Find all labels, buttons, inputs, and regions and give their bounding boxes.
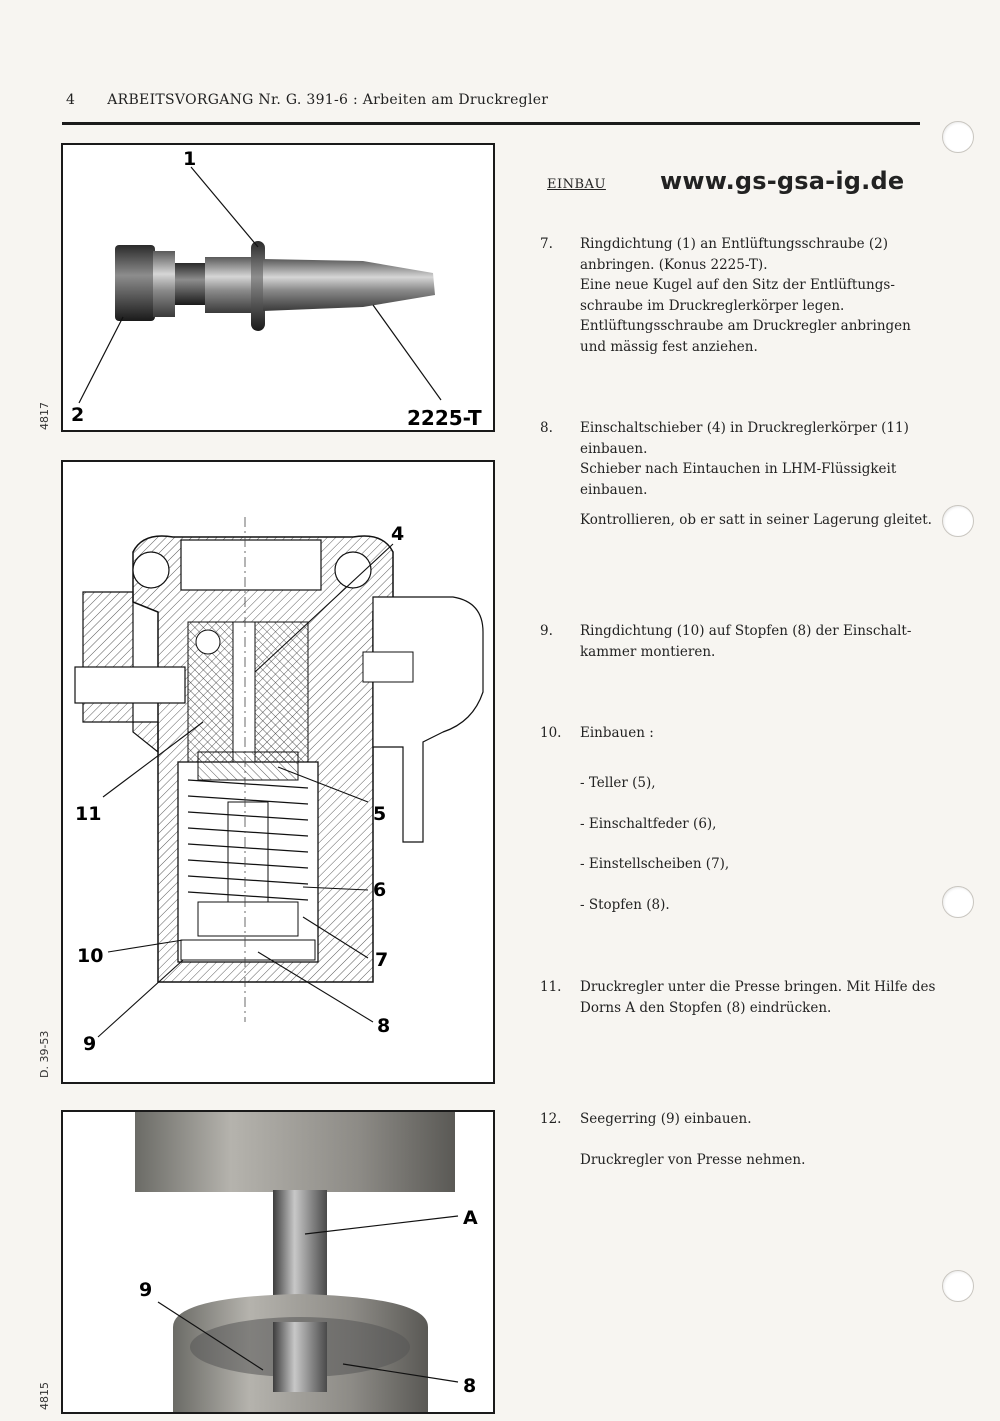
figure-code: 4815 [38,1382,51,1410]
step-8 [540,418,940,531]
step-10 [540,723,940,744]
step-text: Einschaltschieber (4) in Druckreglerkörper (11) einbauen. [580,420,909,457]
step-number: 12. [540,1111,562,1127]
sub-item: - Einstellscheiben (7), [580,856,730,872]
label-1: 1 [183,148,197,170]
figure-code: D. 39-53 [38,1030,51,1078]
step-number: 9. [540,623,553,639]
website-watermark: www.gs-gsa-ig.de [660,167,905,195]
header-rule [62,122,920,125]
o-ring [251,241,265,331]
label-10: 10 [77,945,104,967]
step-text: Einbauen : [580,725,654,741]
step-12 [540,1109,940,1170]
step-number: 11. [540,979,562,995]
step-text: Entlüftungsschraube am Druckregler anbringen und mässig fest anziehen. [580,318,911,355]
sub-item: - Teller (5), [580,775,656,791]
step-text: Schieber nach Eintauchen in LHM-Flüssigkeit einbauen. [580,461,897,498]
punch-hole [942,886,974,918]
cone [263,259,435,311]
label-4: 4 [391,523,405,545]
step-text: Druckregler von Presse nehmen. [580,1151,806,1168]
figure-bleed-screw [61,143,495,432]
header-title: ARBEITSVORGANG Nr. G. 391-6 : Arbeiten am Druckregler [107,92,549,108]
label-8: 8 [377,1015,391,1037]
punch-hole [942,1270,974,1302]
label-11: 11 [75,803,102,825]
label-2: 2 [71,404,85,426]
label-6: 6 [373,879,387,901]
step-text: Ringdichtung (10) auf Stopfen (8) der Einschalt-kammer montieren. [580,623,912,660]
hex-head [115,245,155,321]
sub-item: - Einschaltfeder (6), [580,816,717,832]
step-text: Eine neue Kugel auf den Sitz der Entlüftungs-schraube im Druckreglerkörper legen. [580,277,895,314]
label-9: 9 [139,1279,153,1301]
step-number: 8. [540,420,553,436]
label-a: A [463,1207,478,1229]
page-header [66,92,548,108]
label-9: 9 [83,1033,97,1055]
figure-press-photo [61,1110,495,1414]
step-7 [540,234,940,357]
step-11 [540,977,940,1018]
figure-section-drawing [61,460,495,1084]
punch-hole [942,121,974,153]
punch-hole [942,505,974,537]
step-text: Ringdichtung (1) an Entlüftungsschraube (2) anbringen. (Konus 2225-T). [580,236,889,273]
figure-code: 4817 [38,402,51,430]
press-ram [135,1112,455,1192]
step-9 [540,621,940,662]
label-tool: 2225-T [407,406,482,430]
label-7: 7 [375,949,389,971]
step-text: Kontrollieren, ob er satt in seiner Lagerung gleitet. [580,512,932,528]
step-number: 7. [540,236,553,252]
step-text: Druckregler unter die Presse bringen. Mit Hilfe des Dorns A den Stopfen (8) eindrücken. [580,979,936,1016]
label-8: 8 [463,1375,477,1397]
label-5: 5 [373,803,387,825]
section-heading: EINBAU [547,177,606,192]
step-text: Seegerring (9) einbauen. [580,1111,752,1127]
step-number: 10. [540,725,562,741]
page-number: 4 [66,92,76,108]
sub-item: - Stopfen (8). [580,897,670,913]
